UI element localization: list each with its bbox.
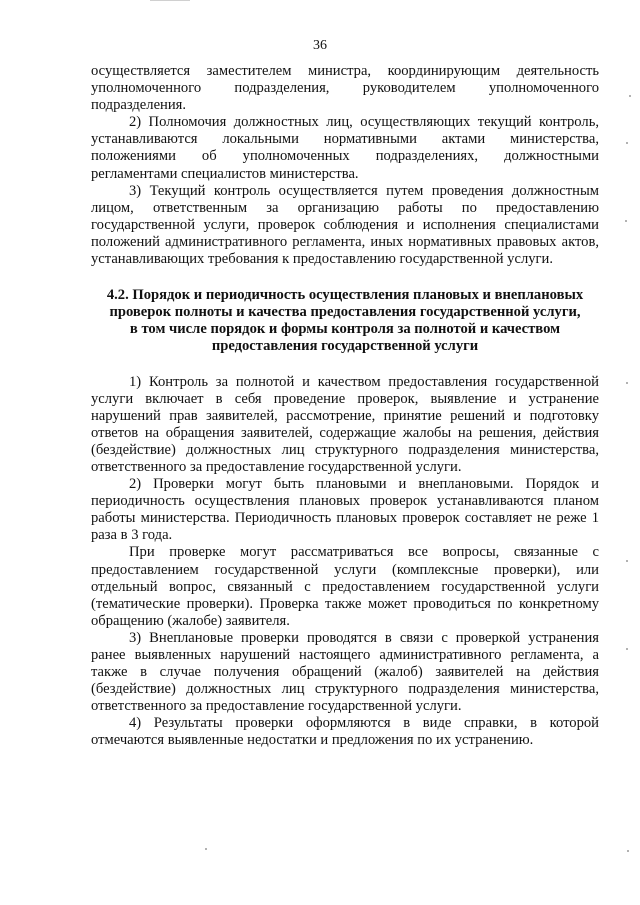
scan-speck: [627, 850, 629, 852]
scan-speck: [625, 220, 627, 222]
paragraph: 2) Полномочия должностных лиц, осуществляющих текущий контроль, устанавливаются локальными нормативными актами министерства, положениями об уполномоченных подразделениях, должностными регламентами специалистов министерства.: [91, 114, 599, 182]
section-heading-line: проверок полноты и качества предоставления государственной услуги,: [109, 304, 581, 321]
scan-speck: [626, 142, 628, 144]
scan-speck: [626, 648, 628, 650]
paragraph: 3) Внеплановые проверки проводятся в связи с проверкой устранения ранее выявленных нарушений настоящего административного регламента, а также в случае получения обращений (жалоб) заявителей на действия (бездействие) должностных лиц структурного подразделения министерства, ответственного за предоставление государственной услуги.: [91, 629, 599, 715]
paragraph: 1) Контроль за полнотой и качеством предоставления государственной услуги включает в себя проведение проверок, выявление и устранение нарушений прав заявителей, рассмотрение, принятие решений и подготовку ответов на обращения заявителей, содержащие жалобы на решения, действия (бездействие) должностных лиц структурного подразделения министерства, ответственного за предоставление государственной услуги.: [91, 373, 599, 475]
paragraph: 4) Результаты проверки оформляются в виде справки, в которой отмечаются выявленные недостатки и предложения по их устранению.: [91, 715, 599, 749]
scan-speck: [205, 848, 207, 850]
section-heading-line: предоставления государственной услуги: [211, 338, 479, 355]
scan-speck: [626, 560, 628, 562]
section-heading-line: 4.2. Порядок и периодичность осуществления плановых и внеплановых: [106, 287, 584, 304]
page-number: 36: [313, 38, 327, 53]
paragraph: 3) Текущий контроль осуществляется путем проведения должностным лицом, ответственным за организацию работы по предоставлению государственной услуги, проверок соблюдения и исполнения специалистами положений административного регламента, иных нормативных правовых актов, устанавливающих требования к предоставлению государственной услуги.: [91, 182, 599, 268]
section-heading: [91, 287, 599, 355]
scan-speck: [629, 95, 631, 97]
paragraph: осуществляется заместителем министра, координирующим деятельность уполномоченного подразделения, руководителем уполномоченного подразделения.: [91, 63, 599, 114]
scan-artifact: [150, 0, 190, 1]
document-body: [91, 63, 599, 750]
paragraph: При проверке могут рассматриваться все вопросы, связанные с предоставлением государственной услуги (комплексные проверки), или отдельный вопрос, связанный с предоставлением государственной услуги (тематические проверки). Проверка также может проводиться по конкретному обращению (жалобе) заявителя.: [91, 544, 599, 629]
scan-speck: [626, 382, 628, 384]
section-heading-line: в том числе порядок и формы контроля за полнотой и качеством: [129, 321, 561, 338]
paragraph: 2) Проверки могут быть плановыми и внеплановыми. Порядок и периодичность осуществления плановых проверок устанавливаются планом работы министерства. Периодичность плановых проверок составляет не реже 1 раза в 3 года.: [91, 476, 599, 544]
